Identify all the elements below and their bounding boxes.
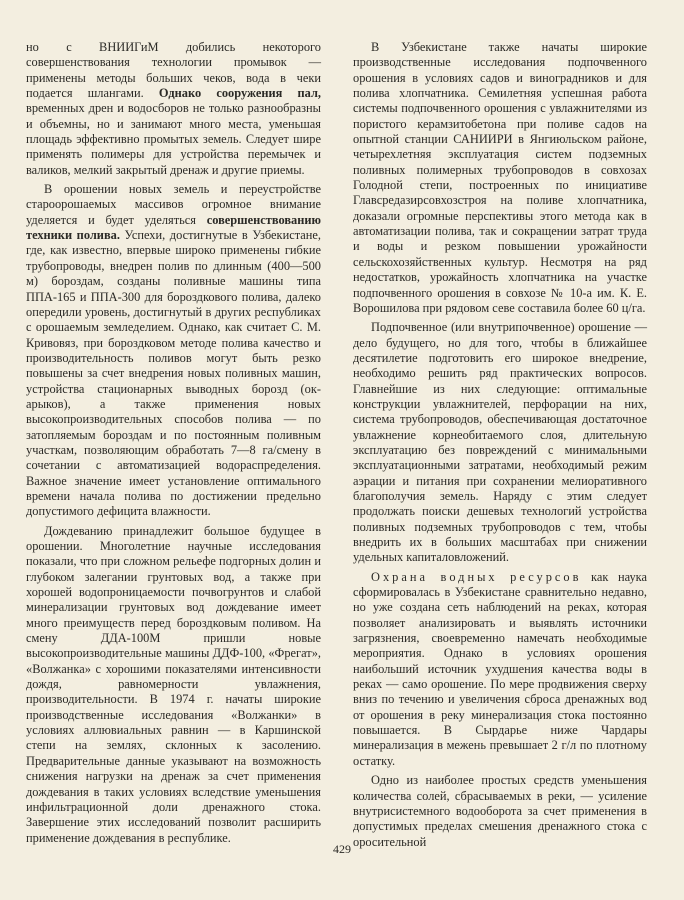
bold-text: Однако сооружения пал, <box>158 86 321 101</box>
right-column <box>353 40 647 854</box>
left-column <box>26 40 321 850</box>
paragraph-text: как наука сформировалась в Узбекистане сравнительно недавно, но уже создана сеть наблюдений на реках, которая позволяет анализировать и выявлять источники загрязнения, своевременно намечать необходимые мероприятия. Однако в условиях орошения наибольший источник ухудшения качества воды в реках — само орошение. По мере продвижения сверху вниз по течению и увеличения сброса дренажных вод от орошения в реку минерализация стока постоянно повышается. В Сырдарье ниже Чардары минерализация в межень превышает 2 г/л по плотному остатку. <box>353 569 648 768</box>
paragraph <box>26 40 321 178</box>
paragraph-text: В орошении новых земель и переустройстве староорошаемых массивов огромное внимание уделяется и будет уделяться <box>26 182 321 227</box>
paragraph-text: временных дрен и водосборов не только разнообразны и объемны, но и занимают много места, уменьшая площадь эффективно промытых земель. Следует шире применять полимеры для устройства перемычек и валиков, мелкий закрытый дренаж и другие приемы. <box>26 101 321 177</box>
page-number: 429 <box>333 842 351 856</box>
paragraph <box>26 182 321 520</box>
paragraph-text: но с ВНИИГиМ добились некоторого совершенствования технологии промывок — применены методы больших чеков, вода в чеки подается шлангами. <box>26 40 321 101</box>
bold-text: совершенствованию техники полива. <box>26 212 321 243</box>
paragraph: Подпочвенное (или внутрипочвенное) орошение — дело будущего, но для того, чтобы в ближайшее десятилетие подготовить его широкое внедрение, необходимо решить ряд практических вопросов. Главнейшие из них следующие: оптимальные конструкции увлажнителей, перфорации на них, система трубопроводов, обеспечивающая достаточное увлажнение корнеобитаемого слоя, длительную эксплуатацию без повреждений с минимальными эксплуатационными затратами, необходимый режим аэрации и питания при сохранении мелиоративного благополучия земель. Наряду с этим следует продолжать поиски дешевых технологий устройства поливных подземных трубопроводов с тем, чтобы внедрить их в больших масштабах при снижении удельных капиталовложений. <box>353 320 647 565</box>
paragraph: Одно из наиболее простых средств уменьшения количества солей, сбрасываемых в реки, — усиление внутрисистемного водооборота за счет применения в допустимых пределах смешения дренажного стока с оросительной <box>353 773 647 849</box>
paragraph-text: Успехи, достигнутые в Узбекистане, где, как известно, впервые широко применены гибкие трубопроводы, внедрен полив по длинным (400—500 м) бороздам, созданы поливные машины типа ППА-165 и ППА-300 для бороздкового полива, далеко опередили уровень, достигнутый в других республиках с орошаемым земледелием. Однако, как считает С. М. Кривовяз, при бороздковом методе полива качество и производительность поливов могут быть резко повышены за счет внедрения новых поливных машин, устройства стационарных выводных борозд (ок-арыков), а также применения новых высокопроизводительных способов полива — по затопляемым бороздам и по постоянным поливным участкам, позволяющим обработать 7—8 га/смену в сочетании с автоматизацией водораспределения. Важное значение имеет установление оптимального времени начала полива по достижении предельно допустимого дефицита влажности. <box>26 228 322 519</box>
paragraph: В Узбекистане также начаты широкие производственные исследования подпочвенного орошения в условиях садов и виноградников и для полива хлопчатника. Семилетняя успешная работа системы подпочвенного орошения с увлажнителями из пористого керамзитобетона при поливе садов на опытной станции САНИИРИ в Янгиюльском районе, четырехлетняя эксплуатация систем подземных поливных полимерных трубопроводов в совхозах Голодной степи, построенных по инициативе Главсредазирсовхозстроя на поливе хлопчатника, доказали огромные перспективы этого метода как в автоматизации полива, так и сокращении затрат труда и воды и резком повышении урожайности сельскохозяйственных культур. Несмотря на ряд недостатков, урожайность хлопчатника на участке подпочвенного орошения в совхозе № 10-а им. К. Е. Ворошилова при рядовом севе составила более 60 ц/га. <box>353 40 647 315</box>
paragraph: Дождеванию принадлежит большое будущее в орошении. Многолетние научные исследования показали, что при сложном рельефе подгорных долин и глубоком залегании грунтовых вод, а также при хорошей водопроницаемости почвогрунтов и слабой минерализации грунтовых вод дождевание имеет много преимуществ перед бороздковым поливом. На смену ДДА-100М пришли новые высокопроизводительные машины ДДФ-100, «Фрегат», «Волжанка» с хорошими показателями интенсивности дождя, равномерности увлажнения, производительности. В 1974 г. начаты широкие производственные исследования «Волжанки» в условиях аллювиальных равнин — в Каршинской степи на землях, склонных к засолению. Предварительные данные указывают на возможность снижения нагрузки на дренаж за счет применения дождевания в таких условиях вследствие уменьшения инфильтрационной доли дренажного стока. Завершение этих исследований позволит расширить применение дождевания в республике. <box>26 523 321 845</box>
spaced-heading-text: Охрана водных ресурсов <box>371 569 582 584</box>
paragraph <box>353 570 647 769</box>
